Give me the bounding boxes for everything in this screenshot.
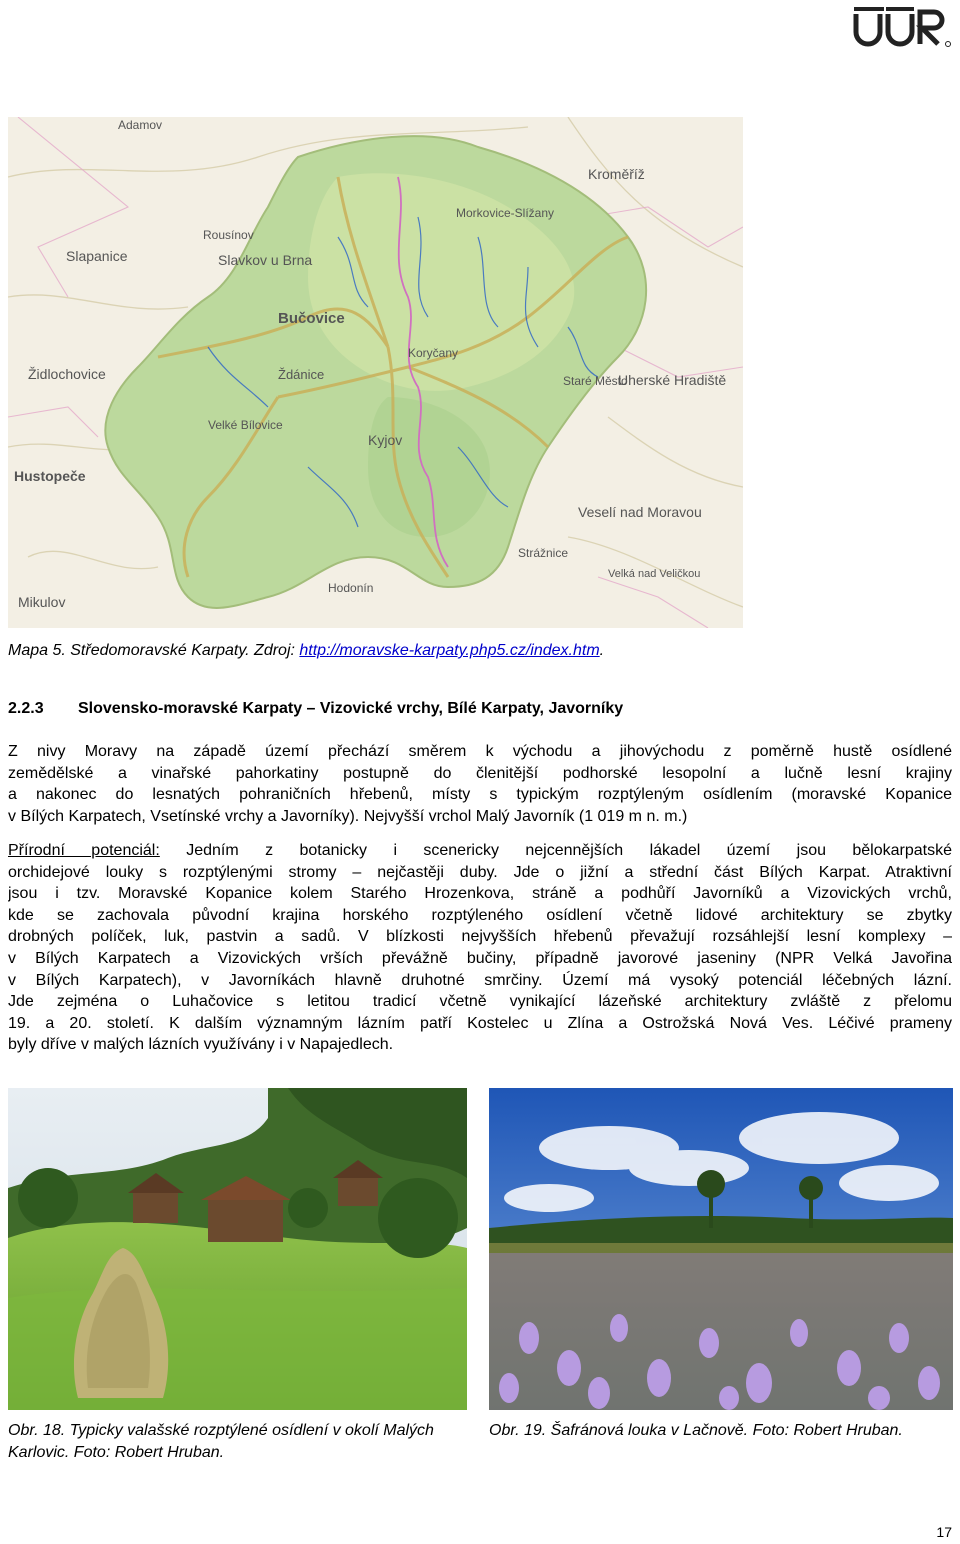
paragraph-1 <box>8 741 952 827</box>
paragraph-text: Jedním z botanicky i scenericky nejcennějších lákadel území jsou bělokarpatské <box>159 842 952 859</box>
photo-valassko-settlement <box>8 1088 467 1410</box>
map-caption-end: . <box>599 642 605 659</box>
map-label: Uherské Hradiště <box>618 372 727 388</box>
paragraph-line: a nakonec do lesnatých pohraničních hřebenů, místy s typickým rozptýleným osídlením (moravské Kopanice <box>8 786 952 804</box>
paragraph-line: zemědělské a vinařské pahorkatiny postupně do členitější podhorské lesopolní a lučně lesní krajiny <box>8 764 952 782</box>
map-label: Mikulov <box>18 594 66 610</box>
map-label: Rousínov <box>203 228 254 242</box>
map-label: Hustopeče <box>14 468 86 484</box>
map-label: Koryčany <box>408 346 459 360</box>
paragraph-2 <box>8 840 952 1056</box>
uur-logo <box>852 4 952 48</box>
section-number: 2.2.3 <box>8 700 44 717</box>
natural-potential-label: Přírodní potenciál: <box>8 842 160 859</box>
map-label: Bučovice <box>278 310 345 327</box>
paragraph-line: v Bílých Karpatech a Vizovických vrších převážně bučiny, případně javorové jaseniny (NPR Velká Javořina <box>8 949 952 967</box>
page-number: 17 <box>936 1524 952 1540</box>
map-label: Adamov <box>118 118 163 132</box>
photo-caption-left: Obr. 18. Typicky valašské rozptýlené osídlení v okolí Malých Karlovic. Foto: Robert Hruban. <box>8 1422 434 1461</box>
paragraph-line: drobných políček, luk, pastvin a sadů. V blízkosti nejvyšších hřebenů převažují rozsáhlejší lesní komplexy – <box>8 928 952 946</box>
map-label: Slapanice <box>66 248 128 264</box>
paragraph-line: v Bílých Karpatech, Vsetínské vrchy a Javorníky). Nejvyšší vrchol Malý Javorník (1 019 m n. m.) <box>8 807 688 825</box>
map-label: Veselí nad Moravou <box>578 504 702 520</box>
paragraph-line <box>8 840 952 862</box>
paragraph-line: jsou i tzv. Moravské Kopanice kolem Starého Hrozenkova, stráně a podhůří Javorníků a Vizovických vrchů, <box>8 885 952 903</box>
paragraph-line: kde se zachovala původní krajina horského rozptýleného osídlení včetně lidové architektury se zbytky <box>8 906 952 924</box>
paragraph-line: Z nivy Moravy na západě území přechází směrem k východu a jihovýchodu z poměrně hustě osídlené <box>8 743 952 760</box>
region-map <box>8 117 743 628</box>
paragraph-line: orchidejové louky s rozptýlenými stromy – nejčastěji duby. Jde o jižní a střední část Bílých Karpat. Atraktivní <box>8 863 952 881</box>
map-label: Hodonín <box>328 581 374 595</box>
map-label: Morkovice-Slížany <box>456 206 555 220</box>
paragraph-line: 19. a 20. století. K dalším významným lázním patří Kostelec u Zlína a Ostrožská Nová Ves. Léčivé prameny <box>8 1014 952 1032</box>
map-label: Staré Město <box>563 374 628 388</box>
paragraph-line: v Bílých Karpatech), v Javorníkách hlavně druhotné smrčiny. Území má vysoký potenciál léčebných lázní. <box>8 971 952 989</box>
map-label: Kroměříž <box>588 166 645 182</box>
section-title: Slovensko-moravské Karpaty – Vizovické vrchy, Bílé Karpaty, Javorníky <box>78 700 624 717</box>
map-caption <box>8 642 604 660</box>
map-label: Ždánice <box>278 367 325 382</box>
map-caption-text: Mapa 5. Středomoravské Karpaty. Zdroj: <box>8 642 300 659</box>
map-label: Židlochovice <box>28 366 106 382</box>
section-heading <box>8 700 623 718</box>
photo-caption-right: Obr. 19. Šafránová louka v Lačnově. Foto: Robert Hruban. <box>489 1422 903 1439</box>
paragraph-line: byly dříve v malých lázních využívány i v Napajedlech. <box>8 1036 394 1054</box>
map-label: Velké Bílovice <box>208 418 283 432</box>
map-label: Kyjov <box>368 432 403 448</box>
photo-saffron-meadow <box>489 1088 953 1410</box>
paragraph-line: Jde zejména o Luhačovice s letitou tradicí včetně vynikající lázeňské architektury zvláště z přelomu <box>8 993 952 1011</box>
map-label: Strážnice <box>518 546 569 560</box>
map-source-link[interactable]: http://moravske-karpaty.php5.cz/index.htm <box>299 642 600 659</box>
map-label: Velká nad Veličkou <box>608 568 701 580</box>
map-label: Slavkov u Brna <box>218 252 313 268</box>
